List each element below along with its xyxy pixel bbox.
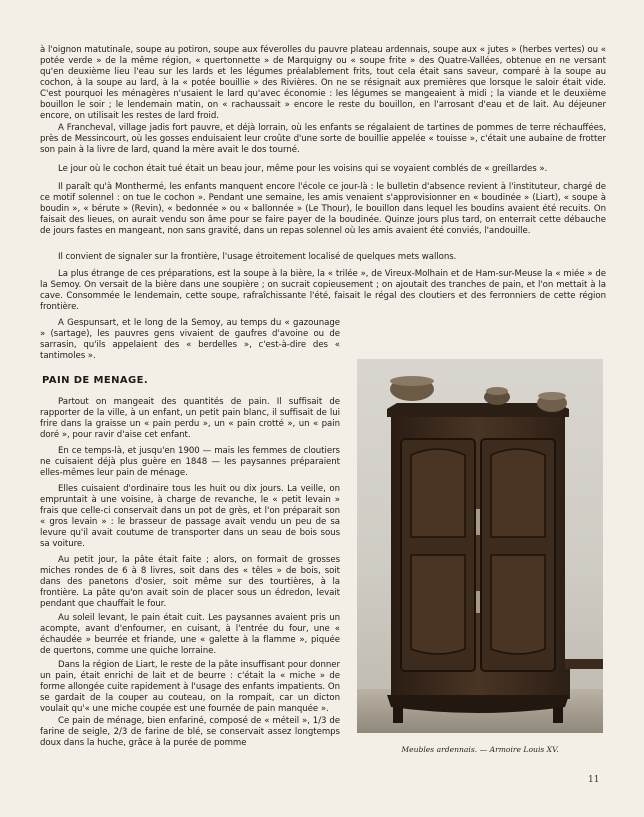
paragraph-liart: Dans la région de Liart, le reste de la pâte insuffisant pour donner un pain, était enrichi de lait et de beurre : c'était la « miche » de forme allongée cuite rapidement à l'usage des enfants impatients. On se gardait de la couper au couteau, on la rompait, car un dicton voulait qu'« une miche coupée est une fournée de pain manquée ». <box>40 660 340 715</box>
paragraph-francheval: A Francheval, village jadis fort pauvre, et déjà lorrain, où les enfants se régalaient de tartines de pommes de terre réchauffées, près de Messincourt, où les gosses enduisaient leur croûte d'une sorte de bouillie appelée « touisse », c'était une aubaine de frotter son pain à la livre de lard, quand la mère avait le dos tourné. <box>40 123 606 156</box>
page-number: 11 <box>588 775 600 785</box>
armoire-illustration <box>357 359 603 733</box>
paragraph-baking-days: Elles cuisaient d'ordinaire tous les huit ou dix jours. La veille, on empruntait à une voisine, à charge de revanche, le « petit levain » frais que celle-ci conservait dans un pot de grès, et l'on préparait son « gros levain » : le brasseur de passage avait vendu un peu de sa levure qu'il avait coutume de transporter dans un seau de bois sous sa voiture. <box>40 484 340 550</box>
paragraph-bread-quantity: Partout on mangeait des quantités de pain. Il suffisait de rapporter de la ville, à un enfant, un petit pain blanc, il suffisait de lui frire dans la graisse un « pain perdu », un « pain crotté », un « pain doré », pour ravir d'aise cet enfant. <box>40 397 340 441</box>
section-heading: PAIN DE MENAGE. <box>42 375 149 386</box>
paragraph-sunrise: Au soleil levant, le pain était cuit. Les paysannes avaient pris un acompte, avant d'enfourner, en cuisant, à l'entrée du four, une « échaudée » beurrée et friande, une « galette à la flamme », piquée de quertons, comme une quiche lorraine. <box>40 613 340 657</box>
paragraph-gespunsart: A Gespunsart, et le long de la Semoy, au temps du « gazounage » (sartage), les pauvres gens vivaient de gaufres d'avoine ou de sarrasin, qu'ils appelaient des « berdelles », c'est-à-dire des « tantimoles ». <box>40 318 340 362</box>
photo-caption: Meubles ardennais. — Armoire Louis XV. <box>401 745 559 754</box>
paragraph-beer-soup: La plus étrange de ces préparations, est la soupe à la bière, la « trilée », de Vireux-Molhain et de Ham-sur-Meuse la « miée » de la Semoy. On versait de la bière dans une soupière ; on sucrait copieusement ; on ajoutait des tranches de pain, et l'on mettait à la cave. Consommée le lendemain, cette soupe, rafraîchissante l'été, faisait le régal des cloutiers et des ferronniers de cette région frontière. <box>40 269 606 313</box>
paragraph-soups: à l'oignon matutinale, soupe au potiron, soupe aux féverolles du pauvre plateau ardennais, soupe aux « jutes » (herbes vertes) ou « potée verde » de la même région, « quertonnette » de Marquigny ou « soupe frite » des Quatre-Vallées, obtenue en ne versant qu'en deuxième lieu l'eau sur les lards et les légumes préalablement frits, tout cela était sans saveur, comparé à la soupe au cochon, à la soupe au lard, à la « potée bouillie » des Rivières. On ne se résignait aux premières que lorsque le saloir était vide. C'est pourquoi les ménagères n'usaient le lard qu'avec économie : les légumes se mangeaient à midi ; la viande et le deuxième bouillon le soir ; le lendemain matin, on « rachaussait » encore le reste du bouillon, en l'arrosant d'eau et de lait. Au déjeuner encore, on utilisait les restes de lard froid. <box>40 45 606 122</box>
paragraph-meteil: Ce pain de ménage, bien enfariné, composé de « méteil », 1/3 de farine de seigle, 2/3 de farine de blé, se conservait assez longtemps doux dans la huche, grâce à la purée de pomme <box>40 716 340 749</box>
paragraph-dough: Au petit jour, la pâte était faite ; alors, on formait de grosses miches rondes de 6 à 8 livres, soit dans des « têles » de bois, soit dans des panetons d'osier, soit même sur des tourtières, à la frontière. La pâte qu'on avait soin de placer sous un édredon, levait pendant que chauffait le four. <box>40 555 340 610</box>
paragraph-1900: En ce temps-là, et jusqu'en 1900 — mais les femmes de cloutiers ne cuisaient déjà plus guère en 1848 — les paysannes préparaient elles-mêmes leur pain de ménage. <box>40 446 340 479</box>
armoire-photo <box>357 359 603 733</box>
paragraph-walloon: Il convient de signaler sur la frontière, l'usage étroitement localisé de quelques mets wallons. <box>58 252 457 262</box>
paragraph-pig-day: Le jour où le cochon était tué était un beau jour, même pour les voisins qui se voyaient comblés de « greillardes ». <box>58 164 548 174</box>
paragraph-montherme: Il paraît qu'à Monthermé, les enfants manquent encore l'école ce jour-là : le bulletin d'absence revient à l'instituteur, chargé de ce motif solennel : on tue le cochon ». Pendant une semaine, les amis venaient s'approvisionner en « boudinée » (Liart), « soupe à boudin », « bérute » (Revin), « bedonnée » ou « ballonnée » (Le Thour), le bouillon dans lequel les boudins avaient été recuits. On faisait des lieues, on aurait vendu son âme pour se faire payer de la boudinée. Quinze jours plus tard, on enterrait cette débauche de jours fastes en mangeant, non sans gravité, dans un repas solennel où les amis avaient été conviés, l'andouille. <box>40 182 606 237</box>
